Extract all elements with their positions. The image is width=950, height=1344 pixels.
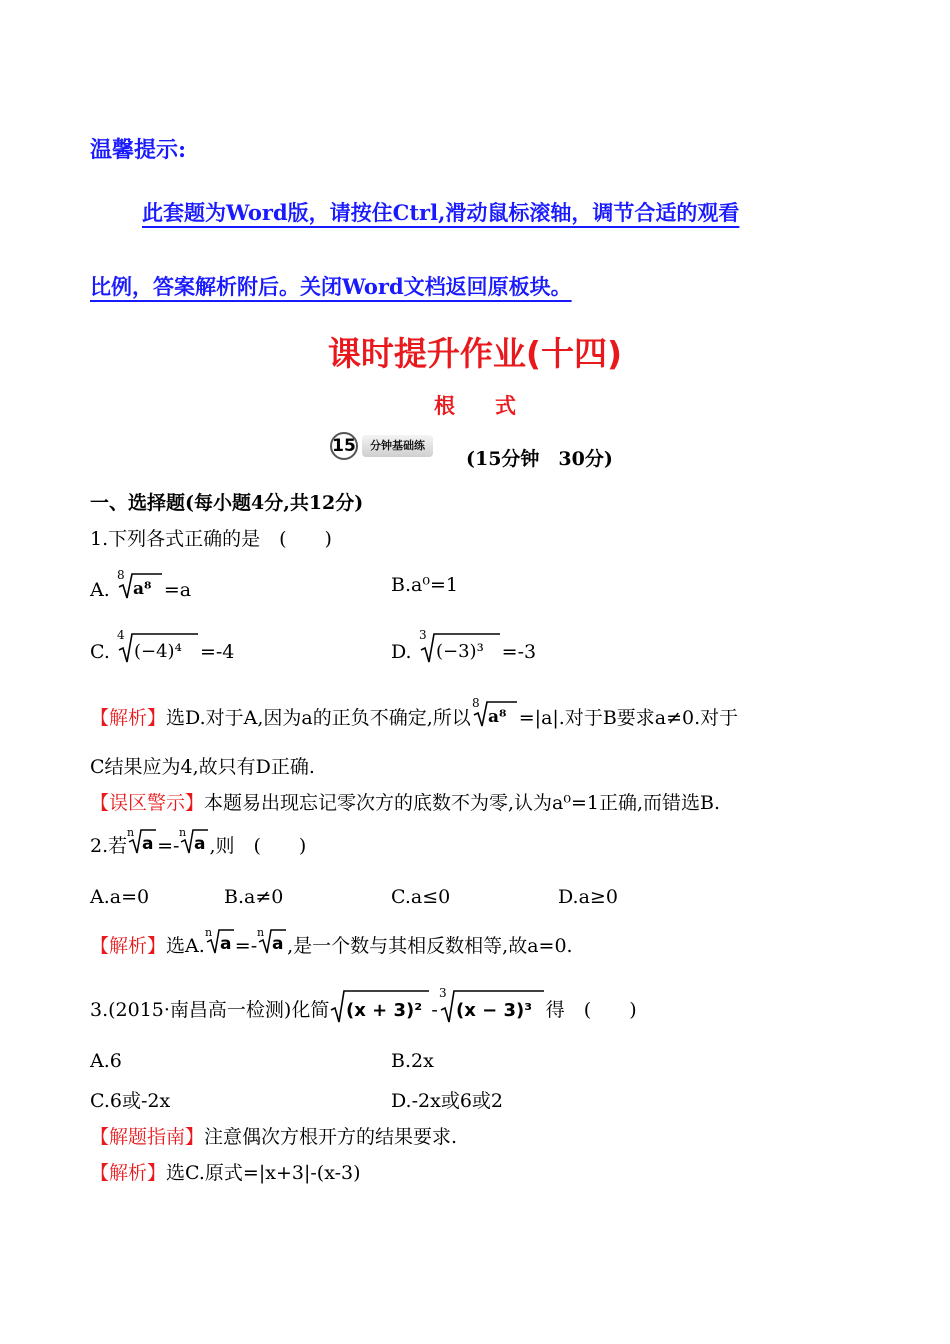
q1-answer-part2: =|a|.对于B要求a≠0.对于 [518, 707, 739, 729]
radical-icon [205, 926, 235, 956]
q2-answer [90, 926, 573, 958]
q3-answer [90, 1158, 361, 1185]
radical-icon [438, 986, 546, 1026]
q1-ans-radicand: a⁸ [487, 707, 507, 727]
guide-tag: 【解题指南】 [90, 1126, 205, 1148]
answer-tag: 【解析】 [90, 935, 167, 957]
q2-radicand: a [142, 834, 154, 854]
q3-option-a: A.6 [90, 1050, 122, 1072]
radical-icon [116, 568, 164, 602]
q3-answer-text: 选C.原式=|x+3|-(x-3) [166, 1162, 361, 1184]
q1-option-c [90, 628, 234, 666]
q3-option-d: D.-2x或6或2 [391, 1090, 503, 1112]
q1-d-radicand: (−3)³ [435, 641, 484, 662]
q2-answer-part1: 选A. [166, 935, 205, 957]
q2-index: n [179, 826, 187, 839]
q3-index-2: 3 [438, 986, 447, 1000]
q2-radicand: a [194, 834, 206, 854]
answer-tag: 【解析】 [90, 1162, 167, 1184]
q3-guide [90, 1122, 457, 1149]
q1-option-a [90, 568, 191, 602]
q3-radicand-2: (x − 3)³ [455, 1000, 532, 1021]
page-subtitle: 根式 [434, 393, 556, 418]
q1-c-index: 4 [116, 628, 125, 642]
radical-icon [329, 986, 431, 1026]
q2-stem-part2: ,则 ( ) [209, 835, 307, 857]
q3-stem-part2: 得 ( ) [545, 999, 637, 1021]
q2-index: n [204, 926, 212, 939]
q2-answer-part2: ,是一个数与其相反数相等,故a=0. [287, 935, 573, 957]
q1-answer-line2: C结果应为4,故只有D正确. [90, 756, 315, 778]
q2-index: n [127, 826, 135, 839]
q1-option-d [391, 628, 536, 666]
q1-warning-text: 本题易出现忘记零次方的底数不为零,认为a⁰=1正确,而错选B. [204, 792, 721, 814]
q3-stem [90, 986, 637, 1026]
q1-warning [90, 788, 720, 815]
q3-stem-part1: 3.(2015·南昌高一检测)化简 [90, 999, 330, 1021]
q1-d-index: 3 [418, 628, 427, 642]
warning-tag: 【误区警示】 [90, 792, 205, 814]
q3-radicand-1: (x + 3)² [346, 1000, 423, 1021]
q3-option-c: C.6或-2x [90, 1090, 171, 1112]
q2-answer-mid: =- [234, 935, 258, 957]
q2-option-a: A.a=0 [90, 886, 150, 908]
tip-line-1[interactable]: 此套题为Word版，请按住Ctrl,滑动鼠标滚轴，调节合适的观看 [142, 200, 740, 225]
q2-stem-part1: 2.若 [90, 835, 128, 857]
radical-icon [471, 696, 519, 730]
q2-radicand: a [272, 934, 284, 954]
q1-c-rest: =-4 [199, 641, 235, 663]
q1-answer-part1: 选D.对于A,因为a的正负不确定,所以 [166, 707, 471, 729]
q2-radicand: a [219, 934, 232, 954]
q2-option-b: B.a≠0 [224, 886, 284, 908]
tip-title: 温馨提示: [90, 137, 187, 163]
q1-option-b: B.a⁰=1 [391, 574, 458, 596]
q1-a-label: A. [90, 579, 110, 601]
q1-a-rest: =a [163, 579, 192, 601]
q1-d-label: D. [391, 641, 412, 663]
q2-index: n [257, 926, 265, 939]
q1-ans-index: 8 [471, 696, 480, 710]
q2-option-c: C.a≤0 [391, 886, 451, 908]
q1-c-label: C. [90, 641, 110, 663]
radical-icon [418, 628, 502, 666]
q2-stem [90, 826, 306, 858]
radical-icon [179, 826, 209, 856]
q1-c-radicand: (−4)⁴ [133, 641, 182, 662]
tip-line-2[interactable]: 比例，答案解析附后。关闭Word文档返回原板块。 [90, 274, 572, 299]
q1-stem: 1.下列各式正确的是 ( ) [90, 528, 332, 550]
radical-icon [116, 628, 200, 666]
badge-label: 分钟基础练 [362, 435, 433, 457]
section-heading: 一、选择题(每小题4分,共12分) [90, 492, 364, 514]
q1-answer [90, 696, 738, 730]
q3-guide-text: 注意偶次方根开方的结果要求. [204, 1126, 458, 1148]
badge-number: 15 [330, 432, 358, 460]
q1-a-index: 8 [116, 568, 125, 582]
q2-stem-mid: =- [157, 835, 180, 857]
q2-option-d: D.a≥0 [558, 886, 618, 908]
q1-d-rest: =-3 [501, 641, 537, 663]
radical-icon [257, 926, 287, 956]
q3-option-b: B.2x [391, 1050, 434, 1072]
q1-a-radicand: a⁸ [132, 579, 152, 599]
time-score: (15分钟 30分) [466, 448, 613, 470]
practice-badge [326, 432, 454, 460]
q3-minus: - [431, 999, 438, 1021]
radical-icon [127, 826, 157, 856]
answer-tag: 【解析】 [90, 707, 167, 729]
page-title: 课时提升作业(十四) [327, 334, 623, 373]
